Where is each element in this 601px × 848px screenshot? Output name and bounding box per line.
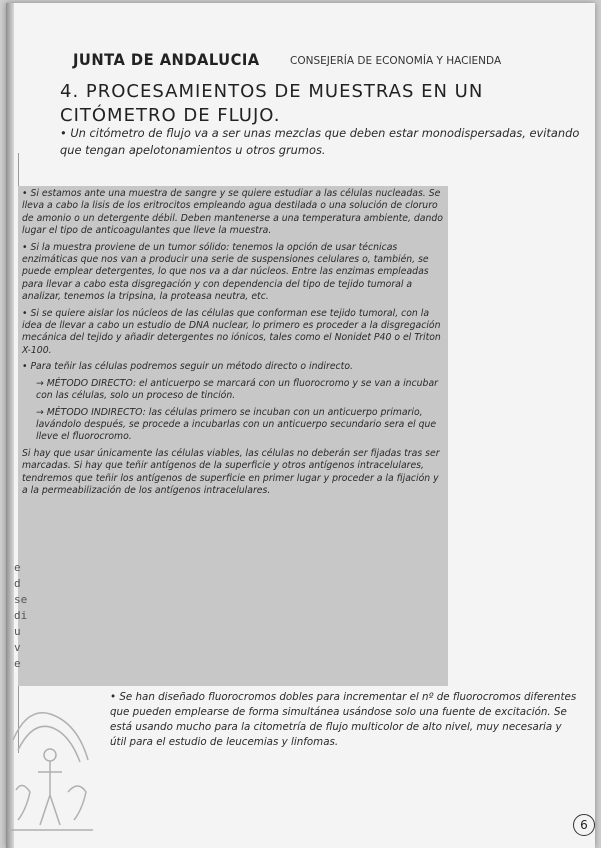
paragraph-blood-sample: • Si estamos ante una muestra de sangre y se quiere estudiar a las células nucleadas. Se lleva a cabo la lisis de los eritrocitos empleando agua destilada o una solución de cloruro de amonio o un detergente débil. Deben mantenerse a una temperatura ambiente, dando lugar el tipo de anticoagulantes que lleve la muestra. xyxy=(22,188,443,237)
paragraph-staining-methods: • Para teñir las células podremos seguir un método directo o indirecto. xyxy=(22,361,353,373)
paragraph-viable-cells: Si hay que usar únicamente las células viables, las células no deberán ser fijadas tras ser marcadas. Si hay que teñir antígenos de la superficie y otros antígenos intracelulares, tendremos que teñir los antígenos de superficie en primer lugar y proceder a la fijación y a la permeabilización de los antígenos intracelulares. xyxy=(22,447,440,496)
andalucia-logo-watermark xyxy=(8,700,93,840)
page-number: 6 xyxy=(573,814,595,836)
fluorochromes-paragraph: • Se han diseñado fluorocromos dobles para incrementar el nº de fluorocromos diferentes que pueden emplearse de forma simultánea usándose solo una fuente de excitación. Se está usando mucho para la citometría de flujo multicolor de alto nivel, muy necesaria y útil para el estudio de leucemias y linfomas. xyxy=(110,691,577,748)
paragraph-solid-tumor: • Si la muestra proviene de un tumor sólido: tenemos la opción de usar técnicas enzimáticas que nos van a producir una serie de suspensiones celulares o, también, se puede emplear detergentes, lo que nos va a dar núcleos. Entre las enzimas empleadas para llevar a cabo esta disgregación y con dependencia del tipo de tejido tumoral a analizar, tenemos la tripsina, la proteasa neutra, etc. xyxy=(22,241,429,303)
margin-letters: e d se di u v e xyxy=(14,561,28,670)
highlighted-text xyxy=(22,188,447,501)
paragraph-indirect-method: → MÉTODO INDIRECTO: las células primero se incuban con un anticuerpo primario, lavándolo después, se procede a incubarlas con un anticuerpo secundario sera el que lleve el fluorocromo. xyxy=(36,406,437,443)
intro-paragraph: • Un citómetro de flujo va a ser unas mezclas que deben estar monodispersadas, evitando que tengan apelotonamientos u otros grumos. xyxy=(60,126,580,157)
page-title: 4. PROCESAMIENTOS DE MUESTRAS EN UN CITÓMETRO DE FLUJO. xyxy=(60,81,484,126)
paragraph-direct-method: → MÉTODO DIRECTO: el anticuerpo se marcará con un fluorocromo y se van a incubar con las células, solo un proceso de tinción. xyxy=(36,377,438,402)
header-org: JUNTA DE ANDALUCIA xyxy=(73,50,260,69)
header-department: CONSEJERÍA DE ECONOMÍA Y HACIENDA xyxy=(290,55,502,67)
paragraph-nuclei-isolation: • Si se quiere aislar los núcleos de las células que conforman ese tejido tumoral, con la idea de llevar a cabo un estudio de DNA nuclear, lo primero es proceder a la disgregación mecánica del tejido y añadir detergentes no iónicos, tales como el Nonidet P40 o el Triton X-100. xyxy=(22,307,441,356)
